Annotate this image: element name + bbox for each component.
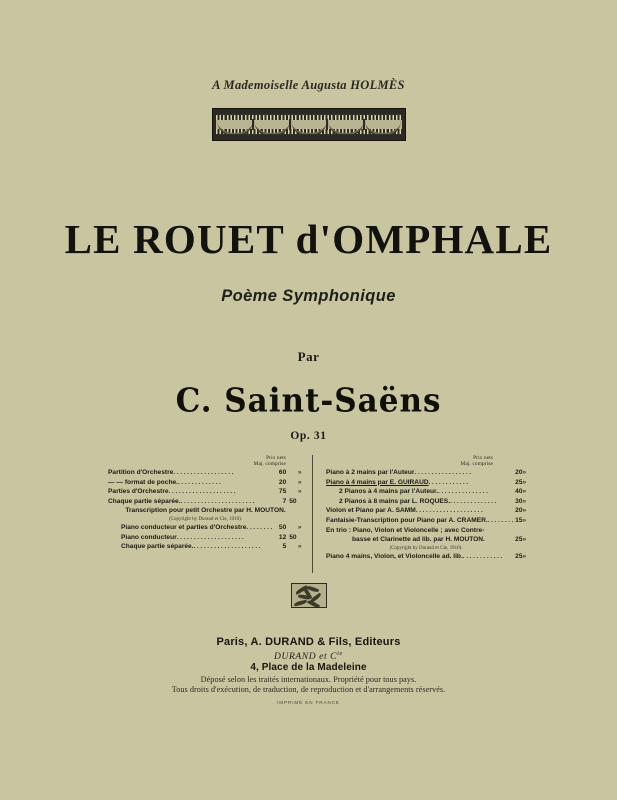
price-row — [326, 478, 526, 488]
price-row-label — [108, 497, 274, 507]
price-column-header-right — [326, 455, 510, 467]
price-currency-mark: » — [297, 543, 302, 551]
leader-dots: ............... — [438, 488, 490, 496]
price-label-text: Piano conducteur — [121, 533, 177, 541]
price-row-label — [108, 468, 274, 478]
leader-dots: .................... — [176, 533, 246, 541]
trio-line-1-row — [326, 526, 526, 536]
publisher-imprint-b: et C — [319, 652, 338, 663]
leader-dots: .................. — [173, 469, 236, 476]
page-title: LE ROUET d'OMPHALE — [64, 216, 553, 262]
price-label-text: Piano à 2 mains par l'Auteur — [326, 469, 415, 476]
price-value: 20 — [515, 507, 523, 515]
price-label-text: 2 Pianos à 4 mains par l'Auteur. — [339, 488, 439, 496]
price-value: 40 — [515, 488, 523, 496]
opus-number: Op. 31 — [290, 430, 327, 442]
price-label-text: — — format de poche. — [108, 478, 178, 486]
price-row-label — [326, 552, 515, 562]
price-row — [326, 487, 526, 497]
price-list — [108, 455, 527, 573]
price-cents — [286, 542, 296, 552]
leader-dots: ........ — [246, 523, 274, 531]
price-row-label — [326, 478, 515, 488]
price-row — [326, 506, 526, 516]
price-label-text: 2 Pianos à 8 mains par L. ROQUES. — [339, 497, 451, 505]
price-currency-mark: » — [297, 478, 302, 486]
price-row — [108, 468, 303, 478]
price-row — [326, 516, 526, 526]
price-table-left — [108, 468, 303, 552]
price-row-label — [108, 542, 274, 552]
composer-name: C. Saint-Saëns — [175, 381, 442, 421]
price-label-text: Parties d'Orchestre — [108, 488, 169, 496]
price-header-line1-right: Prix nets — [473, 455, 493, 461]
price-row-label — [108, 523, 274, 533]
price-row — [108, 478, 303, 488]
leader-dots: ...................... — [180, 497, 257, 505]
price-row — [326, 468, 526, 478]
price-label-text: Chaque partie séparée. — [121, 543, 194, 551]
price-row-label — [326, 497, 515, 507]
price-column-right — [312, 455, 527, 573]
price-label-text: Fantaisie-Transcription pour Piano par A. CRAMER. — [326, 516, 488, 524]
price-row-label — [108, 487, 274, 497]
copyright-note-left: (Copyright by Durand et Cie, 1910). — [168, 516, 243, 522]
trio-line-2: basse et Clarinette ad lib. par H. MOUTON. — [352, 536, 485, 544]
legal-line-2: Tous droits d'exécution, de traduction, de reproduction et d'arrangements réservés. — [171, 685, 446, 694]
price-row — [108, 523, 303, 533]
leader-dots: ............. — [177, 478, 223, 486]
price-label-text: Piano à 4 mains par E. GUIRAUD — [326, 478, 429, 486]
publisher-imprint-sup: ie — [337, 650, 343, 657]
price-value: 75 — [278, 488, 287, 496]
price-currency-mark: » — [297, 469, 302, 476]
price-cents: 50 — [289, 533, 297, 541]
price-row-label — [326, 516, 515, 526]
publisher-address: 4, Place de la Madeleine — [250, 662, 367, 673]
price-value: 12 — [278, 533, 287, 541]
price-value: 25 — [515, 552, 523, 560]
trio-line-1: En trio : Piano, Violon et Violoncelle ; avec Contre- — [326, 526, 485, 534]
price-currency-mark: » — [522, 497, 527, 505]
leader-dots: .................... — [168, 488, 238, 496]
price-row — [108, 487, 303, 497]
copyright-note-right: (Copyright by Durand et Cie, 1910). — [389, 545, 463, 551]
frieze-inner-band — [216, 114, 402, 135]
legal-line-1: Déposé selon les traités internationaux. Propriété pour tous pays. — [200, 675, 417, 684]
price-row-label — [326, 506, 515, 516]
price-label-text: Piano 4 mains, Violon, et Violoncelle ad. lib. — [326, 552, 463, 560]
price-value: 20 — [278, 478, 287, 486]
price-label-text: Partition d'Orchestre — [108, 469, 174, 476]
price-row-label — [108, 478, 274, 488]
price-cents: 50 — [289, 497, 297, 505]
page-subtitle: Poème Symphonique — [221, 287, 396, 305]
copyright-note-right-row — [326, 545, 526, 552]
leader-dots: .................... — [193, 543, 263, 551]
price-table-right — [326, 468, 526, 561]
price-row-label — [326, 468, 515, 478]
price-cents — [286, 523, 296, 533]
price-cents — [286, 478, 296, 488]
price-row — [108, 497, 303, 507]
price-row — [108, 542, 303, 552]
price-label-text: Violon et Piano par A. SAMM — [326, 507, 416, 515]
leader-dots: ............ — [428, 478, 470, 486]
price-currency-mark: » — [522, 516, 527, 524]
trio-price: 25 — [515, 536, 523, 544]
price-row-label — [108, 533, 274, 543]
transcription-heading: Transcription pour petit Orchestre par H. MOUTON. — [125, 507, 286, 515]
transcription-heading-row — [108, 506, 303, 516]
leader-dots: ............ — [462, 552, 504, 560]
price-column-header-left — [108, 455, 303, 467]
price-currency-mark: » — [522, 488, 527, 496]
price-value: 50 — [278, 523, 287, 531]
printed-in-france: IMPRIMÉ EN FRANCE — [277, 700, 340, 705]
copyright-note-left-row — [108, 516, 303, 523]
price-value: 5 — [282, 543, 287, 551]
price-row — [108, 533, 303, 543]
price-cents — [286, 487, 296, 497]
price-header-line2: Maj. comprise — [253, 461, 286, 467]
price-header-line2-right: Maj. comprise — [460, 461, 493, 467]
price-currency-mark: » — [297, 523, 302, 531]
price-label-text: Chaque partie séparée. — [108, 497, 181, 505]
price-value: 60 — [278, 469, 287, 476]
price-row — [326, 552, 526, 562]
foliage-ornament — [291, 583, 327, 608]
leader-dots: ........ — [487, 516, 516, 524]
price-value: 7 — [282, 497, 287, 505]
publisher-imprint-a: DURAND — [274, 652, 317, 663]
price-label-text: Piano conducteur et parties d'Orchestre — [121, 523, 247, 531]
publisher-name: Paris, A. DURAND & Fils, Editeurs — [216, 636, 401, 648]
leader-dots: .............. — [450, 497, 499, 505]
decorative-garland-frieze — [212, 108, 406, 141]
by-label: Par — [297, 349, 320, 364]
price-cents — [286, 468, 296, 478]
leader-dots: ................. — [414, 469, 473, 476]
price-column-left — [108, 455, 312, 573]
price-currency-mark: » — [522, 478, 527, 486]
price-currency-mark — [297, 533, 303, 543]
price-currency-mark: » — [522, 552, 527, 560]
price-value: 25 — [515, 478, 523, 486]
leader-dots: .................... — [415, 507, 485, 515]
price-value: 30 — [515, 497, 523, 505]
price-currency-mark — [297, 497, 303, 507]
price-currency-mark: » — [522, 507, 527, 515]
price-row-label — [326, 487, 515, 497]
price-value: 20 — [515, 469, 523, 476]
price-row — [326, 497, 526, 507]
frieze-swags — [216, 119, 402, 130]
price-currency-mark: » — [297, 488, 302, 496]
dedication-line: A Mademoiselle Augusta HOLMÈS — [212, 78, 405, 92]
trio-line-2-row — [326, 535, 526, 545]
price-currency-mark: » — [522, 469, 527, 476]
price-header-line1: Prix nets — [266, 455, 286, 461]
trio-currency-mark: » — [522, 536, 527, 544]
price-value: 15 — [515, 516, 523, 524]
publisher-imprint — [0, 650, 617, 662]
